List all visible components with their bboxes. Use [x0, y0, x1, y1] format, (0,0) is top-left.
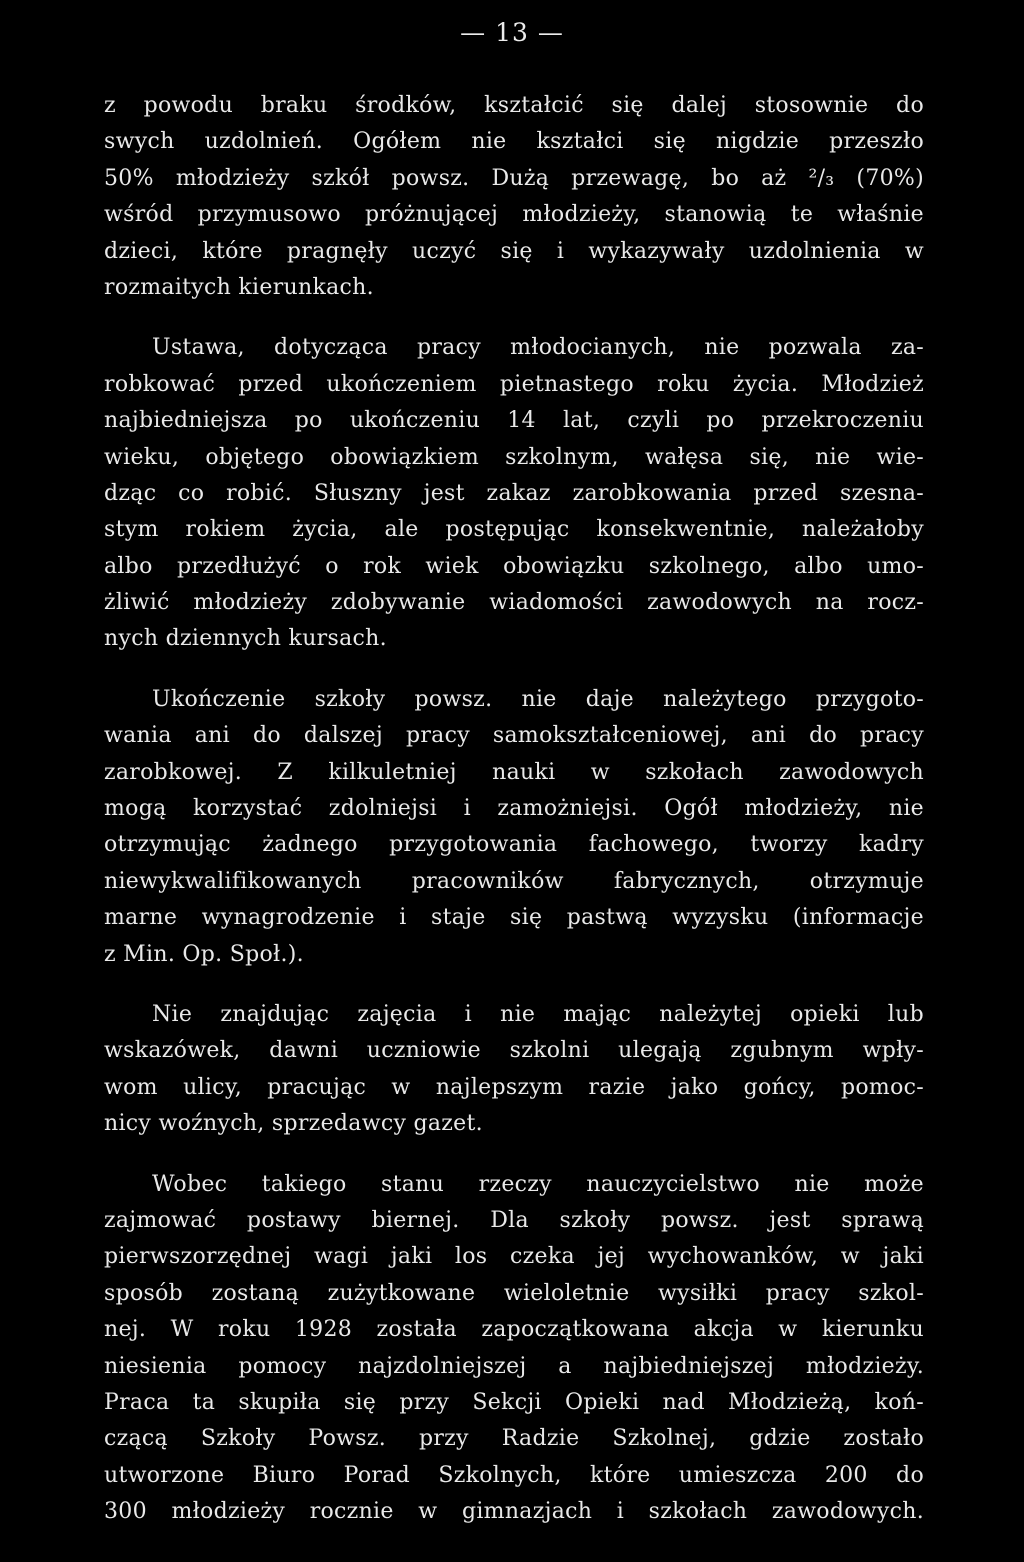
text-line: zarobkowej. Z kilkuletniej nauki w szkołach zawodowych — [104, 759, 924, 785]
text-line: rozmaitych kierunkach. — [104, 274, 374, 300]
text-line: z powodu braku środków, kształcić się dalej stosownie do — [104, 93, 924, 118]
text-line: stym rokiem życia, ale postępując konsekwentnie, należałoby — [104, 517, 924, 543]
text-line: nicy woźnych, sprzedawcy gazet. — [104, 1111, 483, 1137]
text-line: 300 młodzieży rocznie w gimnazjach i szkołach zawodowych. — [104, 1499, 924, 1525]
paragraph — [104, 1167, 924, 1531]
text-line: czącą Szkoły Powsz. przy Radzie Szkolnej, gdzie zostało — [104, 1426, 924, 1452]
text-line: niewykwalifikowanych pracowników fabrycznych, otrzymuje — [104, 868, 924, 894]
text-line: wom ulicy, pracując w najlepszym razie jako gońcy, pomoc- — [104, 1074, 924, 1100]
text-line: Nie znajdując zajęcia i nie mając należytej opieki lub — [152, 1001, 924, 1027]
text-line: wieku, objętego obowiązkiem szkolnym, wałęsa się, nie wie- — [104, 444, 924, 470]
text-line: pierwszorzędnej wagi jaki los czeka jej wychowanków, w jaki — [104, 1244, 924, 1270]
text-line: nych dziennych kursach. — [104, 626, 387, 652]
text-line: Ustawa, dotycząca pracy młodocianych, nie pozwala za- — [152, 335, 924, 361]
text-line: dząc co robić. Słuszny jest zakaz zarobkowania przed szesna- — [104, 480, 924, 506]
text-line: wania ani do dalszej pracy samokształceniowej, ani do pracy — [104, 723, 924, 749]
text-line: wskazówek, dawni uczniowie szkolni ulegają zgubnym wpły- — [104, 1038, 924, 1064]
text-line: Praca ta skupiła się przy Sekcji Opieki nad Młodzieżą, koń- — [104, 1389, 924, 1415]
text-line: zajmować postawy biernej. Dla szkoły powsz. jest sprawą — [104, 1207, 924, 1233]
text-line: żliwić młodzieży zdobywanie wiadomości zawodowych na rocz- — [104, 590, 924, 616]
text-line: niesienia pomocy najzdolniejszej a najbiedniejszej młodzieży. — [104, 1353, 924, 1379]
paragraph — [104, 88, 924, 306]
text-line: 50% młodzieży szkół powsz. Dużą przewagę, bo aż ²/₃ (70%) — [104, 165, 924, 191]
paragraph — [104, 997, 924, 1143]
paragraph — [104, 682, 924, 973]
text-line: dzieci, które pragnęły uczyć się i wykazywały uzdolnienia w — [104, 238, 924, 264]
text-line: mogą korzystać zdolniejsi i zamożniejsi. Ogół młodzieży, nie — [104, 796, 924, 822]
text-line: marne wynagrodzenie i staje się pastwą wyzysku (informacje — [104, 905, 924, 931]
text-line: wśród przymusowo próżnującej młodzieży, stanowią te właśnie — [104, 202, 924, 228]
text-line: robkować przed ukończeniem pietnastego roku życia. Młodzież — [104, 371, 924, 397]
text-line: nej. W roku 1928 została zapoczątkowana akcja w kierunku — [104, 1317, 924, 1343]
text-line: sposób zostaną zużytkowane wieloletnie wysiłki pracy szkol- — [104, 1280, 924, 1306]
text-line: najbiedniejsza po ukończeniu 14 lat, czyli po przekroczeniu — [104, 408, 924, 434]
paragraph — [104, 330, 924, 658]
text-line: swych uzdolnień. Ogółem nie kształci się nigdzie przeszło — [104, 129, 924, 155]
text-line: Ukończenie szkoły powsz. nie daje należytego przygoto- — [152, 686, 924, 712]
text-line: albo przedłużyć o rok wiek obowiązku szkolnego, albo umo- — [104, 553, 924, 579]
page-number: — 13 — — [460, 18, 564, 47]
text-line: otrzymując żadnego przygotowania fachowego, tworzy kadry — [104, 832, 924, 858]
text-line: z Min. Op. Społ.). — [104, 941, 304, 967]
text-line: Wobec takiego stanu rzeczy nauczycielstwo nie może — [152, 1171, 924, 1197]
body-text — [104, 88, 924, 1554]
text-line: utworzone Biuro Porad Szkolnych, które umieszcza 200 do — [104, 1462, 924, 1488]
